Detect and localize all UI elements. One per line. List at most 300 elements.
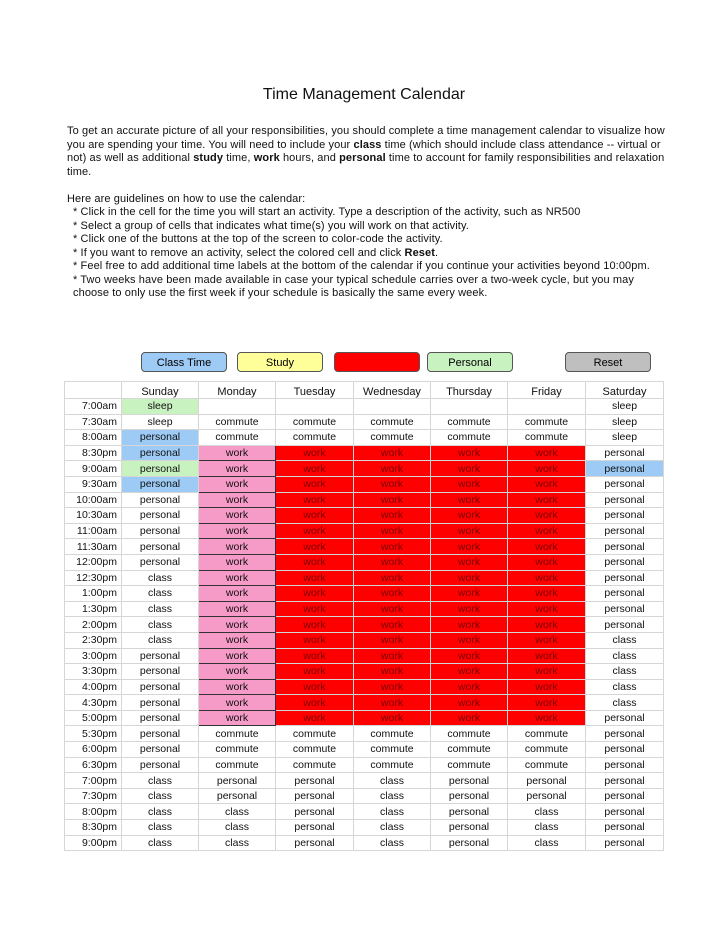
schedule-cell[interactable]: personal — [431, 773, 508, 789]
schedule-cell[interactable]: personal — [508, 773, 586, 789]
schedule-cell[interactable]: work — [276, 508, 354, 524]
schedule-cell[interactable]: work — [276, 664, 354, 680]
schedule-cell[interactable]: work — [199, 695, 276, 711]
schedule-cell[interactable]: commute — [508, 430, 586, 446]
time-label: 3:30pm — [65, 664, 122, 680]
time-label: 5:30pm — [65, 726, 122, 742]
schedule-cell[interactable]: sleep — [122, 399, 199, 415]
calendar-row — [65, 773, 664, 789]
schedule-cell[interactable]: personal — [586, 445, 664, 461]
schedule-cell[interactable]: personal — [586, 617, 664, 633]
schedule-cell[interactable]: commute — [199, 726, 276, 742]
schedule-cell[interactable]: work — [508, 632, 586, 648]
calendar-row — [65, 679, 664, 695]
schedule-cell[interactable]: work — [354, 445, 431, 461]
schedule-cell[interactable]: class — [122, 773, 199, 789]
schedule-cell[interactable]: commute — [354, 430, 431, 446]
schedule-cell[interactable]: commute — [276, 430, 354, 446]
schedule-cell[interactable]: commute — [276, 742, 354, 758]
schedule-cell[interactable]: commute — [508, 742, 586, 758]
color-button-bar — [0, 352, 728, 374]
schedule-cell[interactable]: class — [586, 679, 664, 695]
page-title: Time Management Calendar — [262, 86, 466, 103]
time-label: 12:30pm — [65, 570, 122, 586]
schedule-cell[interactable]: work — [508, 539, 586, 555]
guideline-bullet: * Two weeks have been made available in case your typical schedule carries over a two-week cycle, but you may choose to only use the first week if your schedule is basically the same every week. — [73, 273, 634, 299]
guideline-bullet: * Select a group of cells that indicates what time(s) you will work on that activity. — [73, 219, 469, 232]
schedule-cell[interactable]: class — [199, 804, 276, 820]
schedule-cell[interactable]: class — [354, 804, 431, 820]
schedule-cell[interactable]: work — [354, 570, 431, 586]
schedule-cell[interactable]: class — [122, 570, 199, 586]
schedule-cell[interactable]: personal — [122, 554, 199, 570]
calendar-row — [65, 617, 664, 633]
calendar-row — [65, 461, 664, 477]
schedule-cell[interactable]: personal — [122, 648, 199, 664]
time-label: 1:30pm — [65, 601, 122, 617]
schedule-cell[interactable]: commute — [508, 726, 586, 742]
time-label: 12:00pm — [65, 554, 122, 570]
schedule-cell[interactable]: work — [431, 554, 508, 570]
time-label: 5:00pm — [65, 710, 122, 726]
schedule-cell[interactable]: class — [354, 788, 431, 804]
schedule-cell[interactable]: work — [354, 710, 431, 726]
calendar-row — [65, 835, 664, 851]
schedule-cell[interactable]: work — [354, 679, 431, 695]
calendar-row — [65, 632, 664, 648]
schedule-cell[interactable]: work — [199, 554, 276, 570]
schedule-cell[interactable] — [199, 399, 276, 415]
study-button[interactable]: Study — [237, 352, 323, 372]
schedule-cell[interactable]: work — [354, 492, 431, 508]
class-time-button[interactable]: Class Time — [141, 352, 227, 372]
time-label: 7:00pm — [65, 773, 122, 789]
schedule-cell[interactable]: class — [354, 835, 431, 851]
schedule-cell[interactable]: work — [508, 461, 586, 477]
schedule-cell[interactable]: work — [431, 508, 508, 524]
schedule-cell[interactable]: work — [508, 664, 586, 680]
schedule-cell[interactable]: class — [586, 648, 664, 664]
intro-class-word: class — [353, 138, 382, 151]
schedule-cell[interactable]: personal — [586, 757, 664, 773]
guideline-bullet: * Feel free to add additional time labels at the bottom of the calendar if you continue your activities beyond 10:00pm. — [73, 260, 650, 272]
schedule-cell[interactable]: work — [431, 476, 508, 492]
schedule-cell[interactable]: work — [199, 476, 276, 492]
schedule-cell[interactable]: work — [508, 508, 586, 524]
schedule-cell[interactable]: class — [354, 820, 431, 836]
schedule-cell[interactable]: commute — [508, 757, 586, 773]
calendar-row — [65, 757, 664, 773]
calendar-row — [65, 742, 664, 758]
schedule-cell[interactable]: work — [199, 601, 276, 617]
intro-paragraph — [67, 125, 667, 179]
schedule-cell[interactable]: personal — [276, 820, 354, 836]
schedule-cell[interactable]: commute — [354, 742, 431, 758]
schedule-cell[interactable]: work — [276, 648, 354, 664]
schedule-cell[interactable]: work — [199, 664, 276, 680]
time-label: 8:00pm — [65, 804, 122, 820]
schedule-cell[interactable]: work — [276, 632, 354, 648]
calendar-row — [65, 492, 664, 508]
schedule-cell[interactable]: personal — [586, 710, 664, 726]
schedule-cell[interactable]: commute — [276, 414, 354, 430]
calendar-row — [65, 523, 664, 539]
day-header-saturday: Saturday — [586, 382, 664, 399]
calendar-row — [65, 820, 664, 836]
day-header-friday: Friday — [508, 382, 586, 399]
day-header-thursday: Thursday — [431, 382, 508, 399]
schedule-cell[interactable]: work — [431, 570, 508, 586]
schedule-cell[interactable]: work — [508, 601, 586, 617]
schedule-cell[interactable]: work — [276, 476, 354, 492]
intro-text: hours, and — [279, 152, 340, 164]
schedule-cell[interactable]: personal — [586, 492, 664, 508]
schedule-cell[interactable]: work — [354, 664, 431, 680]
schedule-cell[interactable]: personal — [586, 835, 664, 851]
schedule-cell[interactable]: personal — [431, 804, 508, 820]
instructions — [67, 125, 667, 301]
calendar-row — [65, 570, 664, 586]
calendar-row — [65, 804, 664, 820]
schedule-cell[interactable]: personal — [276, 773, 354, 789]
schedule-cell[interactable]: work — [354, 586, 431, 602]
schedule-cell[interactable]: personal — [122, 664, 199, 680]
schedule-cell[interactable]: work — [508, 445, 586, 461]
reset-button[interactable]: Reset — [565, 352, 651, 372]
schedule-cell[interactable]: work — [276, 710, 354, 726]
schedule-cell[interactable]: commute — [199, 742, 276, 758]
schedule-cell[interactable]: class — [508, 835, 586, 851]
time-label: 4:30pm — [65, 695, 122, 711]
schedule-cell[interactable]: work — [199, 523, 276, 539]
schedule-cell[interactable]: work — [431, 710, 508, 726]
schedule-cell[interactable]: personal — [122, 461, 199, 477]
schedule-cell[interactable]: sleep — [586, 430, 664, 446]
schedule-cell[interactable]: work — [354, 461, 431, 477]
schedule-cell[interactable]: work — [354, 508, 431, 524]
schedule-cell[interactable]: personal — [586, 523, 664, 539]
schedule-cell[interactable]: work — [508, 476, 586, 492]
time-label: 10:00am — [65, 492, 122, 508]
schedule-cell[interactable]: personal — [508, 788, 586, 804]
schedule-cell[interactable]: work — [199, 710, 276, 726]
calendar-row — [65, 726, 664, 742]
schedule-cell[interactable] — [508, 399, 586, 415]
schedule-cell[interactable]: personal — [122, 679, 199, 695]
schedule-cell[interactable]: personal — [122, 492, 199, 508]
schedule-cell[interactable]: work — [199, 632, 276, 648]
schedule-cell[interactable]: personal — [276, 804, 354, 820]
schedule-cell[interactable]: personal — [586, 773, 664, 789]
schedule-cell[interactable]: work — [276, 539, 354, 555]
schedule-cell[interactable]: work — [508, 648, 586, 664]
schedule-cell[interactable]: commute — [354, 757, 431, 773]
schedule-cell[interactable]: commute — [199, 430, 276, 446]
calendar-body — [65, 399, 664, 851]
corner-cell — [65, 382, 122, 399]
schedule-cell[interactable]: sleep — [122, 414, 199, 430]
calendar-row — [65, 601, 664, 617]
time-label: 1:00pm — [65, 586, 122, 602]
schedule-cell[interactable]: work — [354, 617, 431, 633]
schedule-cell[interactable]: work — [276, 695, 354, 711]
schedule-cell[interactable]: class — [122, 788, 199, 804]
schedule-cell[interactable]: personal — [586, 570, 664, 586]
calendar-row — [65, 664, 664, 680]
schedule-cell[interactable]: personal — [431, 835, 508, 851]
schedule-cell[interactable]: class — [122, 586, 199, 602]
intro-text: To get an accurate picture of all your responsibilities, you should complete a time management calendar to visualize how you are spending your time. You will need to include your — [67, 125, 665, 151]
schedule-cell[interactable]: personal — [199, 788, 276, 804]
schedule-cell[interactable]: work — [508, 570, 586, 586]
schedule-cell[interactable]: work — [276, 492, 354, 508]
schedule-cell[interactable]: work — [276, 601, 354, 617]
time-label: 6:00pm — [65, 742, 122, 758]
schedule-cell[interactable]: work — [276, 445, 354, 461]
schedule-cell[interactable]: work — [199, 648, 276, 664]
schedule-cell[interactable]: commute — [354, 726, 431, 742]
schedule-cell[interactable]: class — [122, 601, 199, 617]
schedule-cell[interactable]: work — [431, 539, 508, 555]
schedule-cell[interactable]: work — [276, 461, 354, 477]
calendar-row — [65, 554, 664, 570]
schedule-cell[interactable]: personal — [586, 539, 664, 555]
schedule-cell[interactable]: personal — [122, 430, 199, 446]
schedule-cell[interactable]: sleep — [586, 399, 664, 415]
schedule-cell[interactable]: work — [199, 508, 276, 524]
schedule-cell[interactable]: personal — [586, 461, 664, 477]
schedule-cell[interactable]: class — [508, 804, 586, 820]
schedule-cell[interactable]: work — [431, 492, 508, 508]
schedule-cell[interactable]: work — [354, 539, 431, 555]
schedule-cell[interactable]: work — [508, 617, 586, 633]
schedule-cell[interactable]: personal — [122, 508, 199, 524]
schedule-cell[interactable]: personal — [122, 726, 199, 742]
schedule-cell[interactable]: work — [199, 586, 276, 602]
schedule-cell[interactable]: personal — [122, 476, 199, 492]
schedule-cell[interactable]: work — [508, 679, 586, 695]
schedule-cell[interactable]: personal — [122, 710, 199, 726]
schedule-cell[interactable]: class — [199, 820, 276, 836]
time-label: 9:00pm — [65, 835, 122, 851]
schedule-cell[interactable]: work — [276, 679, 354, 695]
schedule-cell[interactable]: personal — [586, 476, 664, 492]
schedule-cell[interactable]: commute — [431, 757, 508, 773]
schedule-cell[interactable]: work — [431, 523, 508, 539]
calendar-row — [65, 586, 664, 602]
schedule-cell[interactable]: commute — [354, 414, 431, 430]
schedule-cell[interactable]: work — [354, 554, 431, 570]
calendar-row — [65, 539, 664, 555]
schedule-cell[interactable]: work — [276, 523, 354, 539]
schedule-cell[interactable]: work — [199, 679, 276, 695]
schedule-cell[interactable]: commute — [431, 742, 508, 758]
time-label: 7:00am — [65, 399, 122, 415]
schedule-cell[interactable]: personal — [276, 788, 354, 804]
calendar-row — [65, 476, 664, 492]
schedule-cell[interactable]: commute — [431, 430, 508, 446]
schedule-cell[interactable]: work — [276, 570, 354, 586]
schedule-cell[interactable]: personal — [199, 773, 276, 789]
schedule-cell[interactable]: class — [586, 664, 664, 680]
schedule-cell[interactable]: work — [199, 617, 276, 633]
schedule-cell[interactable]: work — [508, 710, 586, 726]
schedule-cell[interactable]: work — [431, 648, 508, 664]
schedule-cell[interactable]: personal — [586, 726, 664, 742]
time-label: 8:30pm — [65, 820, 122, 836]
time-label: 4:00pm — [65, 679, 122, 695]
guideline-bullet — [67, 247, 667, 261]
schedule-cell[interactable]: personal — [122, 445, 199, 461]
intro-text: time to account for family responsibilities and relaxation time. — [67, 152, 665, 178]
schedule-cell[interactable]: work — [354, 632, 431, 648]
calendar-grid — [64, 381, 664, 851]
calendar-row — [65, 399, 664, 415]
schedule-cell[interactable]: personal — [122, 523, 199, 539]
guideline-text: . — [435, 246, 439, 259]
schedule-cell[interactable]: work — [431, 586, 508, 602]
calendar-row — [65, 695, 664, 711]
guideline-reset-word: Reset — [404, 246, 436, 259]
schedule-cell[interactable]: commute — [508, 414, 586, 430]
schedule-cell[interactable]: sleep — [586, 414, 664, 430]
schedule-cell[interactable]: work — [276, 586, 354, 602]
calendar-row — [65, 445, 664, 461]
calendar-row — [65, 414, 664, 430]
schedule-cell[interactable]: commute — [276, 757, 354, 773]
schedule-cell[interactable]: personal — [586, 601, 664, 617]
schedule-cell[interactable]: personal — [586, 508, 664, 524]
schedule-cell[interactable]: class — [122, 617, 199, 633]
schedule-cell[interactable]: work — [431, 695, 508, 711]
schedule-cell[interactable]: work — [508, 492, 586, 508]
day-header-sunday: Sunday — [122, 382, 199, 399]
intro-work-word: work — [253, 152, 280, 164]
schedule-cell[interactable]: work — [354, 648, 431, 664]
schedule-cell[interactable] — [354, 399, 431, 415]
schedule-cell[interactable]: commute — [431, 414, 508, 430]
schedule-cell[interactable]: personal — [122, 539, 199, 555]
schedule-cell[interactable]: work — [431, 601, 508, 617]
calendar-row — [65, 710, 664, 726]
schedule-cell[interactable]: class — [586, 695, 664, 711]
schedule-cell[interactable]: work — [431, 679, 508, 695]
guideline-bullet: * Click in the cell for the time you will start an activity. Type a description of the activity, such as NR500 — [73, 206, 581, 218]
guideline-bullet: * Click one of the buttons at the top of the screen to color-code the activity. — [73, 233, 443, 245]
schedule-cell[interactable]: class — [122, 804, 199, 820]
schedule-cell[interactable]: work — [199, 539, 276, 555]
schedule-cell[interactable]: work — [276, 617, 354, 633]
schedule-cell[interactable]: work — [354, 601, 431, 617]
schedule-cell[interactable]: class — [122, 632, 199, 648]
schedule-cell[interactable]: personal — [586, 742, 664, 758]
schedule-cell[interactable]: class — [586, 632, 664, 648]
schedule-cell[interactable]: work — [199, 570, 276, 586]
time-label: 11:00am — [65, 523, 122, 539]
schedule-cell[interactable]: class — [122, 835, 199, 851]
schedule-cell[interactable]: work — [354, 695, 431, 711]
schedule-cell[interactable]: work — [431, 617, 508, 633]
schedule-cell[interactable]: personal — [122, 742, 199, 758]
guideline-text: * If you want to remove an activity, select the colored cell and click — [73, 246, 405, 259]
time-label: 8:30pm — [65, 445, 122, 461]
calendar-row — [65, 508, 664, 524]
schedule-cell[interactable]: personal — [431, 788, 508, 804]
schedule-cell[interactable]: personal — [586, 804, 664, 820]
schedule-cell[interactable]: personal — [586, 788, 664, 804]
schedule-cell[interactable]: work — [508, 554, 586, 570]
time-label: 7:30am — [65, 414, 122, 430]
work-button[interactable] — [334, 352, 420, 372]
schedule-cell[interactable]: work — [354, 523, 431, 539]
schedule-cell[interactable]: work — [431, 461, 508, 477]
time-label: 7:30pm — [65, 788, 122, 804]
time-label: 6:30pm — [65, 757, 122, 773]
schedule-cell[interactable]: class — [199, 835, 276, 851]
schedule-cell[interactable]: work — [431, 632, 508, 648]
time-label: 10:30am — [65, 508, 122, 524]
schedule-cell[interactable]: personal — [586, 586, 664, 602]
calendar-row — [65, 648, 664, 664]
time-label: 2:30pm — [65, 632, 122, 648]
day-header-wednesday: Wednesday — [354, 382, 431, 399]
guidelines-heading: Here are guidelines on how to use the calendar: — [67, 192, 306, 205]
personal-button[interactable]: Personal — [427, 352, 513, 372]
calendar-row — [65, 788, 664, 804]
schedule-cell[interactable]: commute — [199, 757, 276, 773]
intro-study-word: study — [193, 152, 224, 164]
schedule-cell[interactable] — [276, 399, 354, 415]
intro-personal-word: personal — [339, 152, 386, 164]
time-label: 9:00am — [65, 461, 122, 477]
day-header-tuesday: Tuesday — [276, 382, 354, 399]
schedule-cell[interactable]: personal — [122, 695, 199, 711]
schedule-cell[interactable]: commute — [199, 414, 276, 430]
time-label: 11:30am — [65, 539, 122, 555]
intro-text: time, — [223, 152, 254, 164]
schedule-cell[interactable]: class — [508, 820, 586, 836]
schedule-cell[interactable]: work — [508, 695, 586, 711]
schedule-cell[interactable]: personal — [431, 820, 508, 836]
schedule-cell[interactable]: commute — [431, 726, 508, 742]
calendar-header-row — [65, 382, 664, 399]
time-label: 9:30am — [65, 476, 122, 492]
schedule-cell[interactable]: personal — [586, 820, 664, 836]
schedule-cell[interactable]: commute — [276, 726, 354, 742]
schedule-cell[interactable]: work — [508, 586, 586, 602]
time-label: 3:00pm — [65, 648, 122, 664]
schedule-cell[interactable]: work — [431, 664, 508, 680]
schedule-cell[interactable]: class — [354, 773, 431, 789]
schedule-cell[interactable]: work — [276, 554, 354, 570]
schedule-cell[interactable]: work — [354, 476, 431, 492]
schedule-cell[interactable]: personal — [276, 835, 354, 851]
schedule-cell[interactable] — [431, 399, 508, 415]
schedule-cell[interactable]: work — [199, 445, 276, 461]
schedule-cell[interactable]: personal — [122, 757, 199, 773]
schedule-cell[interactable]: class — [122, 820, 199, 836]
schedule-cell[interactable]: personal — [586, 554, 664, 570]
day-header-monday: Monday — [199, 382, 276, 399]
schedule-cell[interactable]: work — [431, 445, 508, 461]
schedule-cell[interactable]: work — [508, 523, 586, 539]
intro-text: time (which should include class attendance -- virtual or not) as well as additional — [67, 138, 661, 164]
calendar-row — [65, 430, 664, 446]
schedule-cell[interactable]: work — [199, 461, 276, 477]
time-label: 2:00pm — [65, 617, 122, 633]
time-label: 8:00am — [65, 430, 122, 446]
schedule-cell[interactable]: work — [199, 492, 276, 508]
